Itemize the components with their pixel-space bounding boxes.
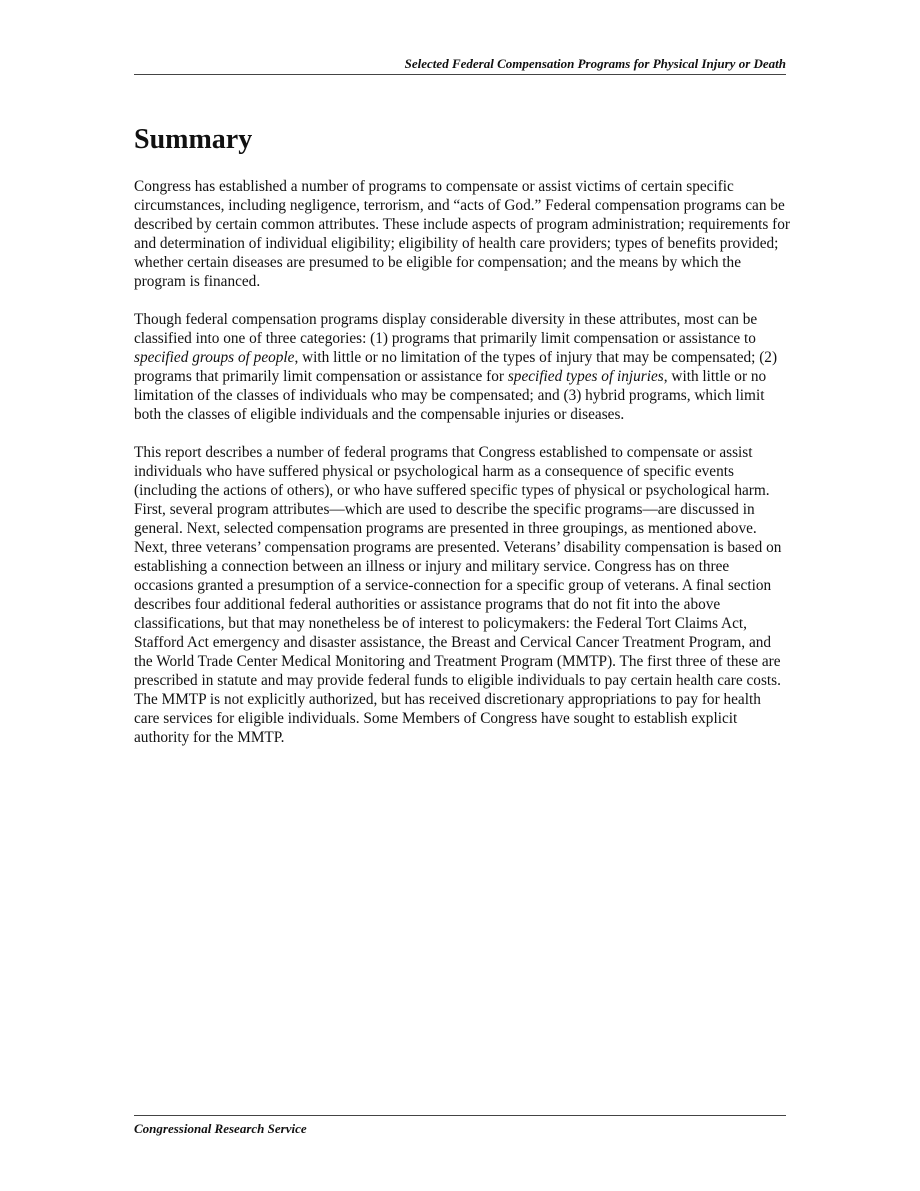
summary-paragraph-1: Congress has established a number of programs to compensate or assist victims of certain specific circumstances, including negligence, terrorism, and “acts of God.” Federal compensation programs can be described by certain common attributes. These include aspects of program administration; requirements for and determination of individual eligibility; eligibility of health care providers; types of benefits provided; whether certain diseases are presumed to be eligible for compensation; and the means by which the program is financed. — [134, 178, 791, 290]
summary-paragraph-2 — [134, 310, 790, 424]
paragraph-2-text-2: , with little or no limitation of the types of injury that may be compensated; (2) programs that primarily limit compensation or assistance for — [134, 349, 778, 385]
page-title: Summary — [134, 124, 253, 155]
paragraph-2-text-1: Though federal compensation programs display considerable diversity in these attributes, most can be classified into one of three categories: (1) programs that primarily limit compensation or assistance to — [134, 311, 758, 347]
footer-publisher: Congressional Research Service — [134, 1121, 307, 1136]
running-header — [134, 56, 786, 75]
paragraph-2-text-3: , with little or no limitation of the classes of individuals who may be compensated; and (3) hybrid programs, which limit both the classes of eligible individuals and the compensable injuries or diseases. — [134, 368, 767, 423]
paragraph-2-emphasis-groups: specified groups of people — [134, 349, 295, 366]
running-header-title: Selected Federal Compensation Programs for Physical Injury or Death — [404, 56, 786, 71]
paragraph-2-emphasis-injuries: specified types of injuries — [507, 368, 664, 385]
running-footer — [134, 1115, 786, 1137]
summary-body — [134, 177, 790, 766]
summary-paragraph-3: This report describes a number of federal programs that Congress established to compensate or assist individuals who have suffered physical or psychological harm as a consequence of specific events (including the actions of others), or who have suffered specific types of physical or psychological harm. First, several program attributes—which are used to describe the specific programs—are discussed in general. Next, selected compensation programs are presented in three groupings, as mentioned above. Next, three veterans’ compensation programs are presented. Veterans’ disability compensation is based on establishing a connection between an illness or injury and military service. Congress has on three occasions granted a presumption of a service-connection for a specific group of veterans. A final section describes four additional federal authorities or assistance programs that do not fit into the above classifications, but that may nonetheless be of interest to policymakers: the Federal Tort Claims Act, Stafford Act emergency and disaster assistance, the Breast and Cervical Cancer Treatment Program, and the World Trade Center Medical Monitoring and Treatment Program (MMTP). The first three of these are prescribed in statute and may provide federal funds to eligible individuals to pay certain health care costs. The MMTP is not explicitly authorized, but has received discretionary appropriations to pay for health care services for eligible individuals. Some Members of Congress have sought to establish explicit authority for the MMTP. — [134, 444, 782, 746]
